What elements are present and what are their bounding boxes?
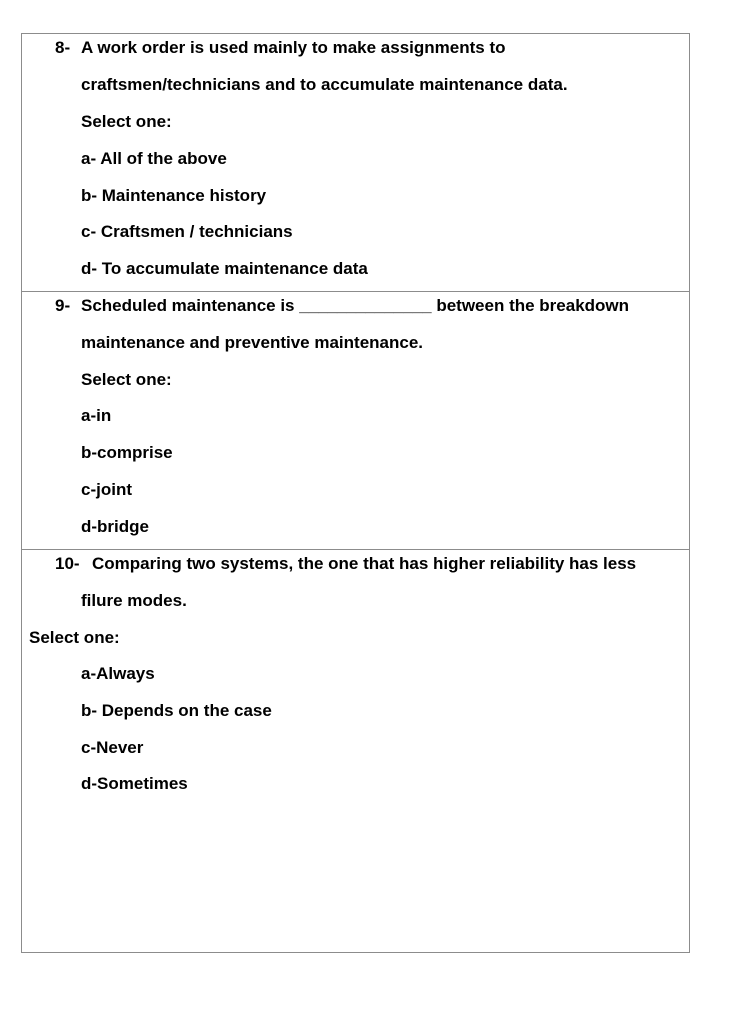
option-c[interactable]: c- Craftsmen / technicians (81, 222, 293, 241)
option-c[interactable]: c-joint (81, 480, 132, 499)
option-d[interactable]: d- To accumulate maintenance data (81, 259, 368, 278)
question-9-cell (22, 292, 689, 550)
option-b[interactable]: b- Depends on the case (81, 701, 272, 720)
option-c[interactable]: c-Never (81, 738, 144, 757)
option-d[interactable]: d-bridge (81, 517, 149, 536)
question-text-line-1: Comparing two systems, the one that has higher reliability has less (92, 554, 637, 573)
question-text-line-2: maintenance and preventive maintenance. (81, 333, 424, 352)
select-one-label: Select one: (81, 112, 172, 131)
questions-table (21, 33, 690, 953)
select-one-label: Select one: (29, 628, 120, 647)
question-text-line-1: Scheduled maintenance is ______________ between the breakdown (81, 296, 630, 315)
option-a[interactable]: a-Always (81, 664, 155, 683)
option-b[interactable]: b-comprise (81, 443, 173, 462)
question-8-cell (22, 34, 689, 292)
question-text-line-2: craftsmen/technicians and to accumulate maintenance data. (81, 75, 568, 94)
select-one-label: Select one: (81, 370, 172, 389)
question-number: 10- (55, 554, 80, 573)
question-number: 8- (55, 38, 71, 57)
option-a[interactable]: a- All of the above (81, 149, 227, 168)
question-text-line-2: filure modes. (81, 591, 187, 610)
option-d[interactable]: d-Sometimes (81, 774, 188, 793)
option-a[interactable]: a-in (81, 406, 112, 425)
option-b[interactable]: b- Maintenance history (81, 186, 267, 205)
question-number: 9- (55, 296, 71, 315)
question-10-cell (22, 550, 689, 952)
question-text-line-1: A work order is used mainly to make assignments to (81, 38, 506, 57)
